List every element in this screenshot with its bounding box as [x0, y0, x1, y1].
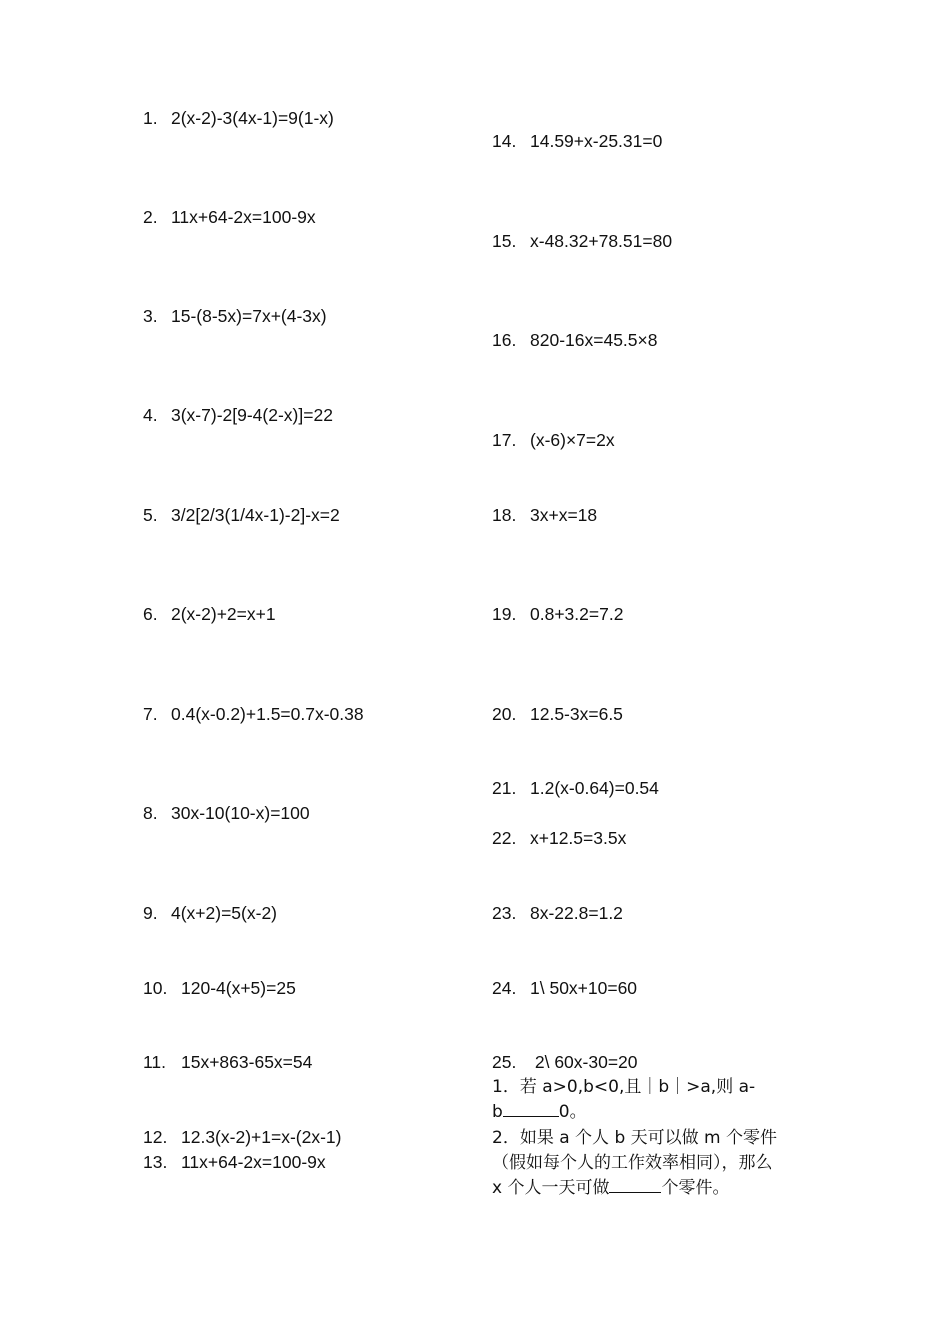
- equation-text: 2(x-2)+2=x+1: [171, 604, 276, 624]
- equation-number: 23.: [492, 903, 517, 923]
- equation-text: 0.8+3.2=7.2: [530, 604, 624, 624]
- equation-text: 1.2(x-0.64)=0.54: [530, 778, 659, 798]
- equation-item: [492, 903, 623, 923]
- equation-text: 15-(8-5x)=7x+(4-3x): [171, 306, 327, 326]
- equation-item: [143, 704, 364, 724]
- equation-item: [143, 978, 296, 998]
- equation-number: 8.: [143, 803, 158, 823]
- equation-text: 2(x-2)-3(4x-1)=9(1-x): [171, 108, 334, 128]
- equation-text: 15x+863-65x=54: [181, 1052, 313, 1072]
- equation-number: 21.: [492, 778, 517, 798]
- equation-item: [492, 978, 637, 998]
- equation-text: 0.4(x-0.2)+1.5=0.7x-0.38: [171, 704, 364, 724]
- equation-text: 30x-10(10-x)=100: [171, 803, 310, 823]
- equation-text: 2\ 60x-30=20: [530, 1052, 638, 1072]
- question-1-variable: b: [492, 1102, 503, 1122]
- equation-text: 12.3(x-2)+1=x-(2x-1): [181, 1127, 342, 1147]
- equation-item: [492, 505, 597, 525]
- equation-number: 1.: [143, 108, 158, 128]
- equation-item: [143, 505, 340, 525]
- equation-item: [143, 306, 327, 326]
- equation-number: 12.: [143, 1127, 168, 1147]
- question-1-line-1: 1．若 a>0,b<0,且｜b｜>a,则 a-: [492, 1077, 756, 1097]
- equation-item: [143, 604, 276, 624]
- equation-number: 22.: [492, 828, 517, 848]
- question-2-tail: 个零件。: [661, 1178, 730, 1198]
- equation-number: 3.: [143, 306, 158, 326]
- equation-number: 20.: [492, 704, 517, 724]
- equation-item: [492, 828, 626, 848]
- equation-number: 19.: [492, 604, 517, 624]
- equation-item: [492, 430, 615, 450]
- equation-text: 14.59+x-25.31=0: [530, 131, 663, 151]
- equation-text: 3(x-7)-2[9-4(2-x)]=22: [171, 405, 333, 425]
- equation-item: [492, 131, 662, 151]
- equation-item: [143, 903, 277, 923]
- equation-number: 25.: [492, 1052, 517, 1072]
- equation-item: [143, 1127, 341, 1147]
- equation-text: 120-4(x+5)=25: [181, 978, 296, 998]
- question-1-tail: 0。: [558, 1102, 587, 1122]
- equation-text: 8x-22.8=1.2: [530, 903, 623, 923]
- equation-number: 14.: [492, 131, 517, 151]
- equation-number: 18.: [492, 505, 517, 525]
- equation-item: [143, 405, 333, 425]
- question-1-line-2: [492, 1100, 587, 1125]
- equation-item: [143, 207, 316, 227]
- equation-number: 9.: [143, 903, 158, 923]
- equation-item: [492, 604, 623, 624]
- equation-number: 4.: [143, 405, 158, 425]
- question-2-prefix: x 个人一天可做: [492, 1178, 610, 1198]
- equation-item: [492, 1052, 638, 1072]
- answer-blank[interactable]: [609, 1176, 661, 1193]
- equation-text: 1\ 50x+10=60: [530, 978, 638, 998]
- equation-text: 820-16x=45.5×8: [530, 330, 658, 350]
- question-2-line-2: （假如每个人的工作效率相同），那么: [492, 1153, 773, 1173]
- question-2-line-3: [492, 1176, 729, 1201]
- equation-item: [492, 231, 672, 251]
- equation-number: 10.: [143, 978, 168, 998]
- equation-item: [143, 1052, 312, 1072]
- equation-item: [492, 330, 657, 350]
- equation-text: 3/2[2/3(1/4x-1)-2]-x=2: [171, 505, 340, 525]
- equation-item: [143, 803, 310, 823]
- equation-number: 5.: [143, 505, 158, 525]
- equation-text: (x-6)×7=2x: [530, 430, 615, 450]
- equation-text: 3x+x=18: [530, 505, 598, 525]
- equation-number: 7.: [143, 704, 158, 724]
- equation-number: 11.: [143, 1052, 167, 1072]
- equation-text: 4(x+2)=5(x-2): [171, 903, 278, 923]
- equation-number: 13.: [143, 1152, 168, 1172]
- equation-text: 11x+64-2x=100-9x: [181, 1152, 326, 1172]
- equation-item: [143, 1152, 326, 1172]
- equation-text: x+12.5=3.5x: [530, 828, 627, 848]
- question-2-line-1: 2．如果 a 个人 b 天可以做 m 个零件: [492, 1128, 778, 1148]
- equation-item: [492, 778, 659, 798]
- equation-text: 11x+64-2x=100-9x: [171, 207, 316, 227]
- answer-blank[interactable]: [503, 1100, 559, 1117]
- equation-number: 2.: [143, 207, 158, 227]
- equation-text: x-48.32+78.51=80: [530, 231, 673, 251]
- equation-number: 24.: [492, 978, 517, 998]
- equation-item: [492, 704, 623, 724]
- equation-number: 16.: [492, 330, 517, 350]
- equation-item: [143, 108, 334, 128]
- equation-number: 17.: [492, 430, 517, 450]
- equation-number: 6.: [143, 604, 158, 624]
- equation-text: 12.5-3x=6.5: [530, 704, 623, 724]
- equation-number: 15.: [492, 231, 517, 251]
